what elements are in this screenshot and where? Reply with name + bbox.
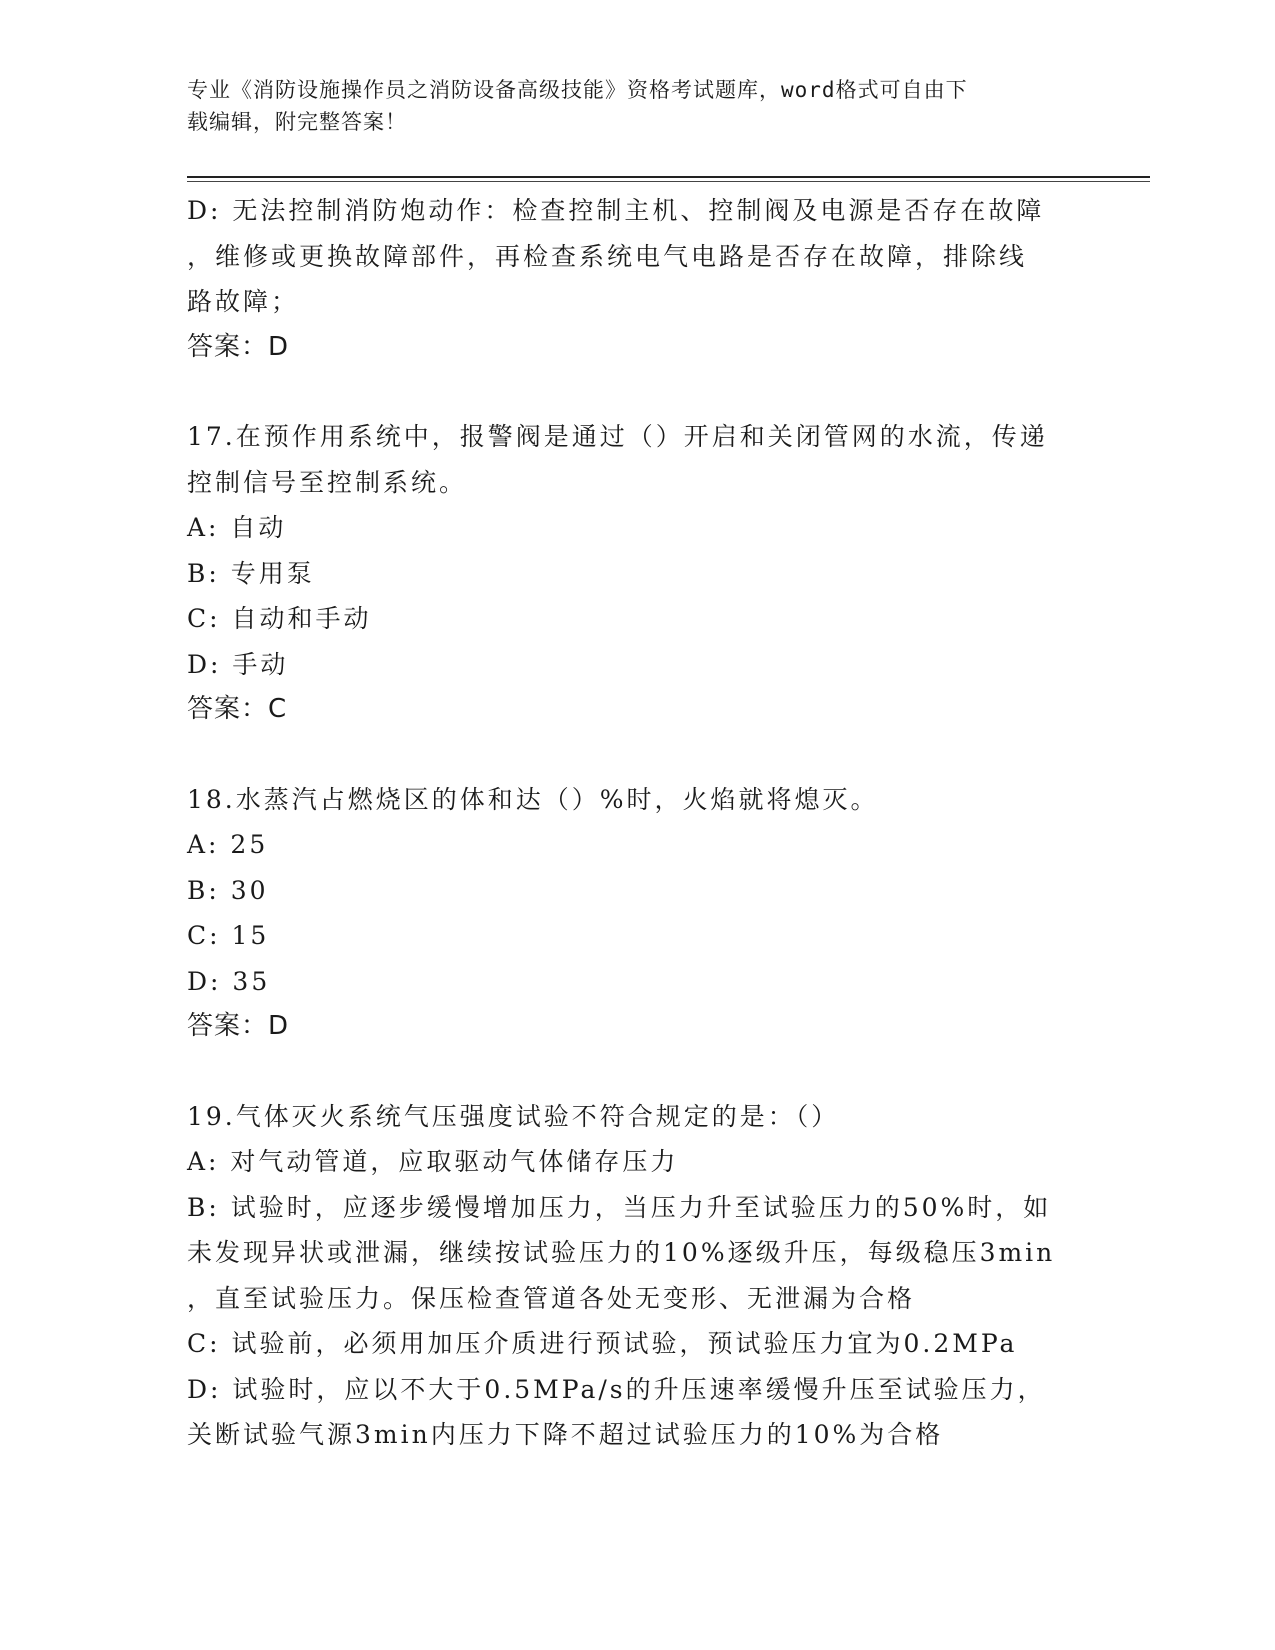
question-17	[187, 414, 1087, 733]
header-line-2: 载编辑，附完整答案！	[187, 110, 407, 134]
question-stem-line-1: 19.气体灭火系统气压强度试验不符合规定的是：（）	[187, 1101, 840, 1131]
option-d-line-2: ，维修或更换故障部件，再检查系统电气电路是否存在故障，排除线	[187, 241, 1028, 271]
option-c: C: 自动和手动	[187, 604, 372, 633]
question-content	[187, 188, 1087, 1458]
page-header	[187, 74, 1067, 138]
option-a: A: 自动	[187, 513, 287, 542]
option-c: C: 15	[187, 921, 270, 950]
question-stem-line-2: 控制信号至控制系统。	[187, 467, 468, 497]
option-b: B: 专用泵	[187, 558, 315, 588]
option-b-line-2: 未发现异状或泄漏，继续按试验压力的10%逐级升压，每级稳压3min	[187, 1238, 1056, 1267]
option-b: B: 30	[187, 875, 269, 905]
spacer	[187, 370, 1087, 414]
question-19	[187, 1094, 1087, 1458]
header-line-1: 专业《消防设施操作员之消防设备高级技能》资格考试题库，word格式可自由下	[187, 78, 968, 102]
option-d-line-1: D: 无法控制消防炮动作：检查控制主机、控制阀及电源是否存在故障	[187, 196, 1045, 225]
question-stem-line-1: 17.在预作用系统中，报警阀是通过（）开启和关闭管网的水流，传递	[187, 422, 1048, 451]
option-a: A: 对气动管道，应取驱动气体储存压力	[187, 1147, 679, 1176]
header-divider-thick	[187, 176, 1150, 178]
option-d-line-2: 关断试验气源3min内压力下降不超过试验压力的10%为合格	[187, 1420, 944, 1449]
header-divider-thin	[187, 181, 1150, 182]
answer-label: 答案：D	[187, 331, 290, 362]
question-stem-line-1: 18.水蒸汽占燃烧区的体和达（）%时，火焰就将熄灭。	[187, 784, 879, 814]
option-d: D: 手动	[187, 649, 289, 679]
question-18	[187, 777, 1087, 1050]
option-d-line-3: 路故障；	[187, 287, 300, 316]
option-d: D: 35	[187, 966, 271, 996]
answer-label: 答案：D	[187, 1011, 290, 1041]
option-c: C: 试验前，必须用加压介质进行预试验，预试验压力宜为0.2MPa	[187, 1329, 1018, 1358]
option-b-line-1: B: 试验时，应逐步缓慢增加压力，当压力升至试验压力的50%时，如	[187, 1192, 1052, 1222]
spacer	[187, 733, 1087, 777]
option-b-line-3: ，直至试验压力。保压检查管道各处无变形、无泄漏为合格	[187, 1283, 916, 1313]
option-a: A: 25	[187, 830, 269, 859]
answer-label: 答案：C	[187, 694, 288, 724]
option-d-line-1: D: 试验时，应以不大于0.5MPa/s的升压速率缓慢升压至试验压力，	[187, 1374, 1046, 1404]
spacer	[187, 1050, 1087, 1094]
question-16	[187, 188, 1087, 370]
